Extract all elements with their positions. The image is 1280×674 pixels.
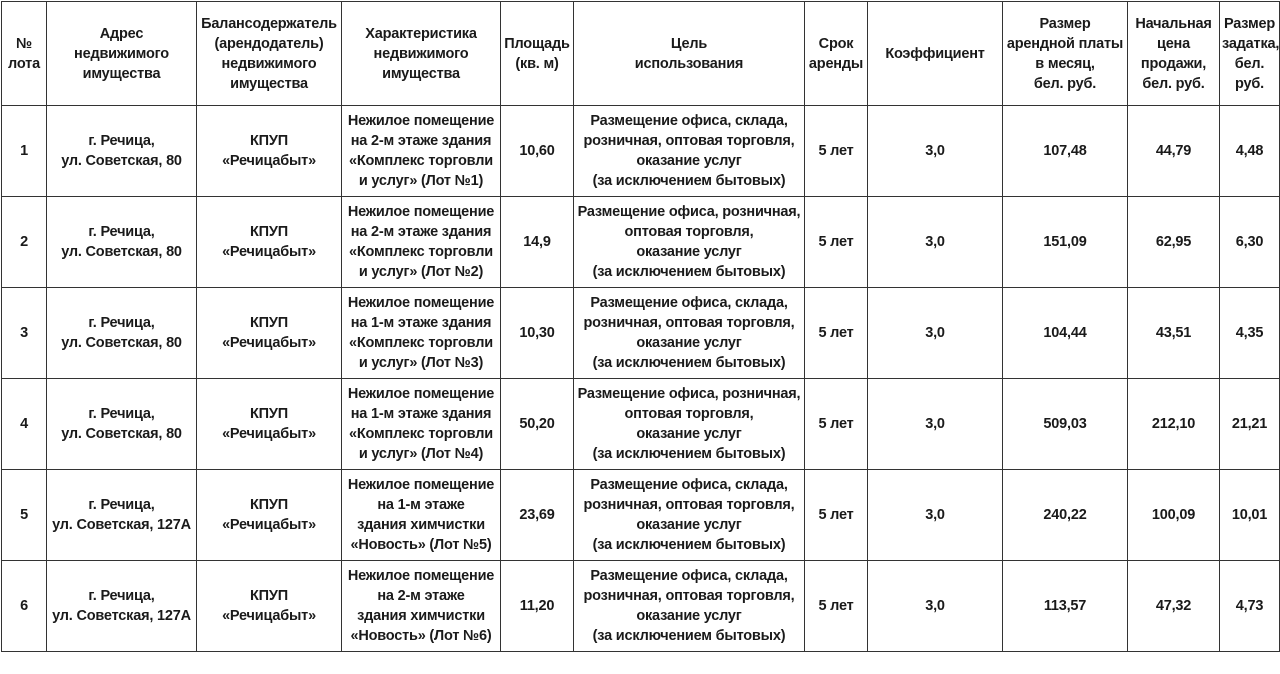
cell-address: г. Речица, ул. Советская, 127А xyxy=(47,470,197,561)
cell-lot-number: 1 xyxy=(2,106,47,197)
cell-monthly-rent: 107,48 xyxy=(1003,106,1128,197)
cell-coefficient: 3,0 xyxy=(868,470,1003,561)
cell-lease-term: 5 лет xyxy=(805,561,868,652)
cell-coefficient: 3,0 xyxy=(868,106,1003,197)
cell-balance-holder: КПУП «Речицабыт» xyxy=(197,197,342,288)
cell-property-description: Нежилое помещение на 2-м этаже здания «Комплекс торговли и услуг» (Лот №2) xyxy=(342,197,501,288)
table-row xyxy=(2,470,1280,561)
cell-monthly-rent: 240,22 xyxy=(1003,470,1128,561)
cell-balance-holder: КПУП «Речицабыт» xyxy=(197,561,342,652)
cell-monthly-rent: 113,57 xyxy=(1003,561,1128,652)
header-monthly-rent: Размер арендной платы в месяц, бел. руб. xyxy=(1003,2,1128,106)
cell-balance-holder: КПУП «Речицабыт» xyxy=(197,470,342,561)
cell-starting-price: 100,09 xyxy=(1128,470,1220,561)
cell-address: г. Речица, ул. Советская, 127А xyxy=(47,561,197,652)
cell-purpose: Размещение офиса, склада, розничная, оптовая торговля, оказание услуг (за исключением бытовых) xyxy=(574,106,805,197)
cell-balance-holder: КПУП «Речицабыт» xyxy=(197,288,342,379)
header-property-description: Характеристика недвижимого имущества xyxy=(342,2,501,106)
cell-lot-number: 5 xyxy=(2,470,47,561)
cell-starting-price: 212,10 xyxy=(1128,379,1220,470)
lots-table xyxy=(1,1,1280,652)
table-row xyxy=(2,561,1280,652)
cell-property-description: Нежилое помещение на 1-м этаже здания «Комплекс торговли и услуг» (Лот №4) xyxy=(342,379,501,470)
header-lot-number: № лота xyxy=(2,2,47,106)
table-row xyxy=(2,288,1280,379)
cell-deposit: 4,73 xyxy=(1220,561,1280,652)
table-row xyxy=(2,106,1280,197)
header-lease-term: Срок аренды xyxy=(805,2,868,106)
cell-deposit: 10,01 xyxy=(1220,470,1280,561)
header-balance-holder: Балансодержатель (арендодатель) недвижимого имущества xyxy=(197,2,342,106)
cell-address: г. Речица, ул. Советская, 80 xyxy=(47,106,197,197)
cell-coefficient: 3,0 xyxy=(868,288,1003,379)
cell-purpose: Размещение офиса, розничная, оптовая торговля, оказание услуг (за исключением бытовых) xyxy=(574,197,805,288)
cell-area: 50,20 xyxy=(501,379,574,470)
cell-lot-number: 4 xyxy=(2,379,47,470)
cell-lot-number: 3 xyxy=(2,288,47,379)
cell-coefficient: 3,0 xyxy=(868,379,1003,470)
header-coefficient: Коэффициент xyxy=(868,2,1003,106)
cell-starting-price: 44,79 xyxy=(1128,106,1220,197)
cell-area: 23,69 xyxy=(501,470,574,561)
cell-coefficient: 3,0 xyxy=(868,561,1003,652)
cell-property-description: Нежилое помещение на 1-м этаже здания химчистки «Новость» (Лот №5) xyxy=(342,470,501,561)
cell-address: г. Речица, ул. Советская, 80 xyxy=(47,379,197,470)
cell-balance-holder: КПУП «Речицабыт» xyxy=(197,106,342,197)
cell-coefficient: 3,0 xyxy=(868,197,1003,288)
cell-deposit: 4,35 xyxy=(1220,288,1280,379)
cell-monthly-rent: 509,03 xyxy=(1003,379,1128,470)
cell-starting-price: 62,95 xyxy=(1128,197,1220,288)
cell-area: 14,9 xyxy=(501,197,574,288)
cell-purpose: Размещение офиса, склада, розничная, оптовая торговля, оказание услуг (за исключением бытовых) xyxy=(574,470,805,561)
cell-address: г. Речица, ул. Советская, 80 xyxy=(47,288,197,379)
cell-lease-term: 5 лет xyxy=(805,106,868,197)
cell-balance-holder: КПУП «Речицабыт» xyxy=(197,379,342,470)
cell-monthly-rent: 104,44 xyxy=(1003,288,1128,379)
header-address: Адрес недвижимого имущества xyxy=(47,2,197,106)
cell-area: 11,20 xyxy=(501,561,574,652)
table-row xyxy=(2,379,1280,470)
cell-deposit: 21,21 xyxy=(1220,379,1280,470)
cell-lot-number: 2 xyxy=(2,197,47,288)
cell-purpose: Размещение офиса, склада, розничная, оптовая торговля, оказание услуг (за исключением бытовых) xyxy=(574,288,805,379)
header-purpose: Цель использования xyxy=(574,2,805,106)
cell-property-description: Нежилое помещение на 2-м этаже здания «Комплекс торговли и услуг» (Лот №1) xyxy=(342,106,501,197)
cell-starting-price: 47,32 xyxy=(1128,561,1220,652)
cell-area: 10,60 xyxy=(501,106,574,197)
cell-property-description: Нежилое помещение на 2-м этаже здания химчистки «Новость» (Лот №6) xyxy=(342,561,501,652)
cell-area: 10,30 xyxy=(501,288,574,379)
header-area: Площадь (кв. м) xyxy=(501,2,574,106)
cell-starting-price: 43,51 xyxy=(1128,288,1220,379)
header-starting-price: Начальная цена продажи, бел. руб. xyxy=(1128,2,1220,106)
cell-purpose: Размещение офиса, розничная, оптовая торговля, оказание услуг (за исключением бытовых) xyxy=(574,379,805,470)
cell-lease-term: 5 лет xyxy=(805,288,868,379)
cell-deposit: 4,48 xyxy=(1220,106,1280,197)
cell-lease-term: 5 лет xyxy=(805,197,868,288)
cell-purpose: Размещение офиса, склада, розничная, оптовая торговля, оказание услуг (за исключением бытовых) xyxy=(574,561,805,652)
header-deposit: Размер задатка, бел. руб. xyxy=(1220,2,1280,106)
cell-deposit: 6,30 xyxy=(1220,197,1280,288)
cell-property-description: Нежилое помещение на 1-м этаже здания «Комплекс торговли и услуг» (Лот №3) xyxy=(342,288,501,379)
cell-address: г. Речица, ул. Советская, 80 xyxy=(47,197,197,288)
cell-lot-number: 6 xyxy=(2,561,47,652)
header-row xyxy=(2,2,1280,106)
cell-monthly-rent: 151,09 xyxy=(1003,197,1128,288)
table-row xyxy=(2,197,1280,288)
cell-lease-term: 5 лет xyxy=(805,379,868,470)
cell-lease-term: 5 лет xyxy=(805,470,868,561)
